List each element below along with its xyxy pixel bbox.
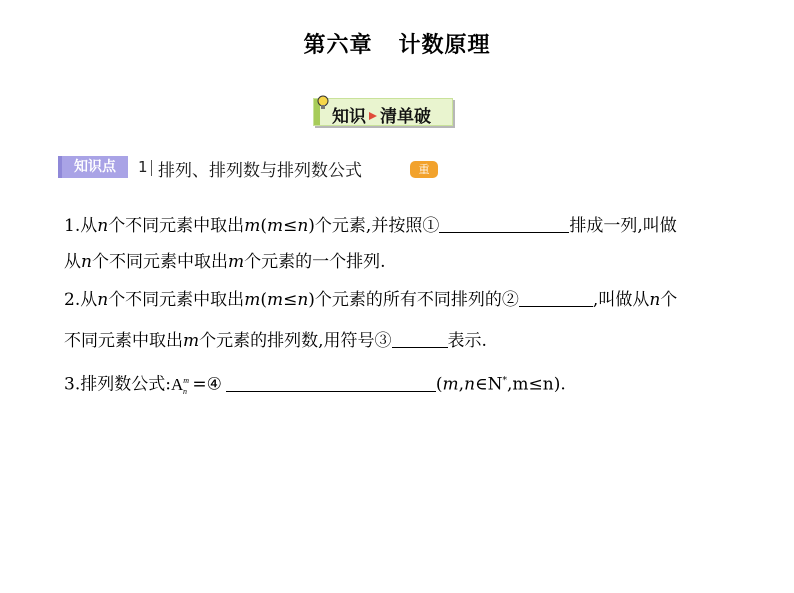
banner-right: 清单破: [380, 107, 431, 127]
text-segment: 2.从: [64, 290, 98, 310]
chapter-number: 第六章: [303, 33, 373, 58]
var-m: m: [442, 374, 459, 395]
section-number: 1: [138, 158, 148, 176]
chapter-name: 计数原理: [398, 33, 491, 58]
text-segment: )个元素,并按照①: [308, 216, 440, 236]
text-segment: 个不同元素中取出: [108, 216, 245, 236]
item2-line1: [64, 289, 677, 311]
var-n: n: [97, 216, 109, 236]
text-segment: 个不同元素中取出: [91, 252, 228, 272]
var-n: n: [649, 290, 661, 310]
banner-left: 知识: [332, 107, 366, 127]
text-segment: 个: [660, 290, 678, 310]
answer-blank-4[interactable]: [226, 377, 436, 392]
text-segment: 个不同元素中取出: [108, 290, 245, 310]
text-segment: =④: [192, 374, 222, 395]
item1-line2: [64, 251, 385, 273]
var-n: n: [464, 374, 476, 395]
text-segment: 个元素的排列数,用符号③: [199, 331, 392, 351]
text-segment: (: [260, 216, 267, 236]
var-n: n: [81, 252, 92, 272]
var-m: m: [227, 252, 245, 272]
text-segment: ≤: [283, 216, 298, 236]
symbol-sub: n: [183, 386, 188, 396]
var-m: m: [244, 290, 261, 310]
item1-line1: [64, 215, 677, 237]
lightbulb-icon: [316, 95, 330, 111]
section-tag: 知识点: [62, 156, 128, 178]
var-m: m: [183, 331, 200, 351]
answer-blank-1[interactable]: [439, 218, 569, 233]
text-segment: (: [435, 374, 443, 395]
item2-line2: [64, 330, 487, 352]
section-divider: [151, 160, 152, 176]
text-segment: 个元素的一个排列.: [244, 252, 386, 272]
var-m: m: [266, 216, 284, 236]
knowledge-banner: [313, 98, 453, 126]
section-title: 排列、排列数与排列数公式: [158, 161, 362, 181]
symbol-sup: m: [183, 375, 190, 385]
var-m: m: [244, 216, 261, 236]
permutation-symbol: [170, 374, 190, 396]
var-n: n: [297, 290, 309, 310]
triangle-dot-icon: [369, 112, 377, 120]
var-n: n: [97, 290, 109, 310]
text-segment: )个元素的所有不同排列的②: [308, 290, 519, 310]
text-segment: ,m≤n).: [507, 374, 566, 395]
text-segment: (: [260, 290, 267, 310]
chapter-title: [0, 28, 794, 59]
text-segment: 从: [64, 252, 81, 272]
text-segment: 1.从: [64, 216, 98, 236]
text-segment: ∈N: [475, 374, 503, 395]
text-segment: 不同元素中取出: [64, 331, 183, 351]
var-n: n: [297, 216, 309, 236]
answer-blank-3[interactable]: [392, 333, 448, 348]
text-segment: 3.排列数公式:: [64, 374, 171, 395]
item3-line: [64, 370, 566, 399]
text-segment: 排成一列,叫做: [569, 216, 677, 236]
text-segment: ,叫做从: [592, 290, 650, 310]
text-segment: ,: [458, 374, 465, 395]
star-sup: *: [502, 376, 507, 386]
text-segment: 表示.: [447, 331, 487, 351]
var-m: m: [266, 290, 284, 310]
answer-blank-2[interactable]: [519, 292, 593, 307]
text-segment: ≤: [283, 290, 298, 310]
important-badge: 重: [410, 161, 438, 178]
symbol-a: A: [170, 374, 184, 394]
